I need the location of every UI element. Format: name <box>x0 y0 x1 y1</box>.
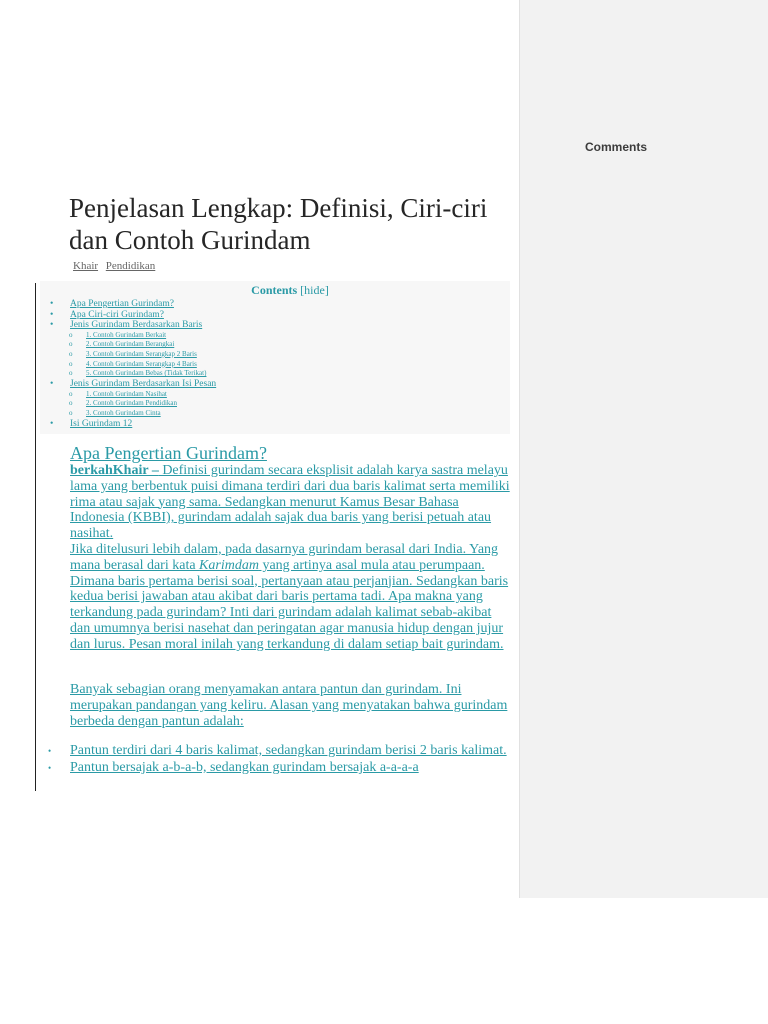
toc-header <box>40 283 510 297</box>
toc-subitem[interactable]: o 4. Contoh Gurindam Serangkap 4 Baris <box>40 360 510 370</box>
difference-list <box>40 743 510 777</box>
paragraph-text: yang artinya asal mula atau perumpaan. Dimana baris pertama berisi soal, pertanyaan atau perjanjian. Sedangkan baris kedua berisi jawaban atau akibat dari baris pertama tadi. Apa makna yang terkandung pada gurindam? Inti dari gurindam adalah kalimat sebab-akibat dan umumnya berisi nasehat dan peringatan agar manusia hidup dengan jujur dan lurus. Pesan moral inilah yang terkandung di dalam setiap bait gurindam. <box>70 557 509 652</box>
category-link[interactable]: Pendidikan <box>105 260 156 272</box>
toc-subitem[interactable]: o 3. Contoh Gurindam Serangkap 2 Baris <box>40 350 510 360</box>
list-item[interactable]: • Pantun terdiri dari 4 baris kalimat, sedangkan gurindam berisi 2 baris kalimat. <box>40 743 510 759</box>
article-title: Penjelasan Lengkap: Definisi, Ciri-ciri dan Contoh Gurindam <box>69 193 488 255</box>
article-meta <box>73 260 160 272</box>
toc-item[interactable]: • Jenis Gurindam Berdasarkan Isi Pesan <box>40 379 510 390</box>
toc-item[interactable]: • Isi Gurindam 12 <box>40 419 510 430</box>
italic-term: Karimdam <box>199 557 259 573</box>
paragraph-origin[interactable] <box>70 542 510 653</box>
toc-heading: Contents <box>251 283 298 297</box>
paragraph-text: Definisi gurindam secara eksplisit adalah karya sastra melayu lama yang berbentuk puisi dimana terdiri dari dua baris kalimat serta memiliki rima atau sajak yang sama. Sedangkan menurut Kamus Besar Bahasa Indonesia (KBBI), gurindam adalah sajak dua baris yang berisi petuah atau nasihat. <box>70 463 510 542</box>
toc-item[interactable]: • Jenis Gurindam Berdasarkan Baris <box>40 320 510 331</box>
paragraph-definition[interactable] <box>70 463 510 542</box>
section-pengertian <box>70 443 510 653</box>
toc-toggle[interactable]: [hide] <box>300 283 329 297</box>
toc-item[interactable]: • Apa Pengertian Gurindam? <box>40 299 510 310</box>
change-bar <box>35 283 36 791</box>
comment-pane-title: Comments <box>585 140 648 154</box>
toc-subitem[interactable]: o 3. Contoh Gurindam Cinta <box>40 409 510 419</box>
paragraph-lead: berkahKhair – <box>70 463 159 478</box>
list-item[interactable]: • Pantun bersajak a-b-a-b, sedangkan gurindam bersajak a-a-a-a <box>40 760 510 776</box>
paragraph-text: Jika ditelusuri lebih dalam, pada dasarnya gurindam berasal dari India. Yang mana berasal dari kata <box>70 541 499 573</box>
toc-subitem[interactable]: o 2. Contoh Gurindam Pendidikan <box>40 399 510 409</box>
author-link[interactable]: Khair <box>73 260 99 272</box>
toc-list <box>40 299 510 429</box>
toc-subitem[interactable]: o 1. Contoh Gurindam Nasihat <box>40 390 510 400</box>
toc-subitem[interactable]: o 2. Contoh Gurindam Berangkai <box>40 340 510 350</box>
toc-subitem[interactable]: o 1. Contoh Gurindam Berkait <box>40 331 510 341</box>
toc-subitem[interactable]: o 5. Contoh Gurindam Bebas (Tidak Terikat) <box>40 369 510 379</box>
table-of-contents <box>40 281 510 434</box>
paragraph-comparison[interactable]: Banyak sebagian orang menyamakan antara pantun dan gurindam. Ini merupakan pandangan yang keliru. Alasan yang menyatakan bahwa gurindam berbeda dengan pantun adalah: <box>70 682 508 729</box>
toc-item[interactable]: • Apa Ciri-ciri Gurindam? <box>40 310 510 321</box>
comment-pane <box>519 0 768 898</box>
section-heading[interactable]: Apa Pengertian Gurindam? <box>70 443 267 463</box>
